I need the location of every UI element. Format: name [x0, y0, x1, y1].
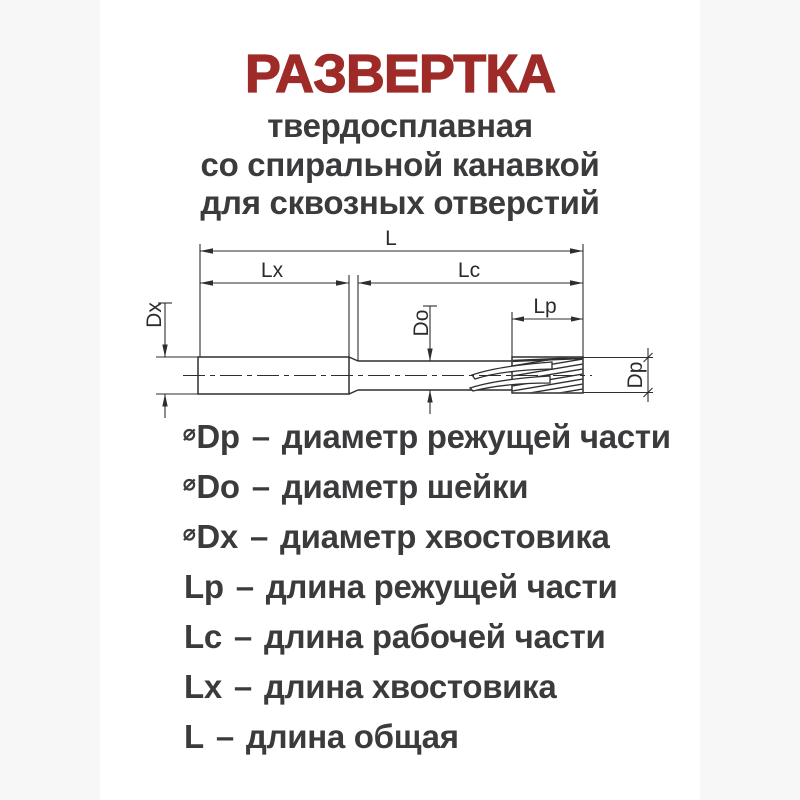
page-title: РАЗВЕРТКА — [244, 44, 556, 104]
legend-description: длина хвостовика — [263, 668, 557, 705]
dimension-L — [200, 230, 583, 357]
reamer-body — [183, 354, 592, 406]
subtitle-line-3: для сквозных отверстий — [200, 184, 600, 221]
legend-description: диаметр режущей части — [281, 418, 671, 455]
legend-description: длина общая — [245, 718, 459, 755]
legend-item-L — [183, 712, 671, 762]
legend-symbol-text: Lx — [184, 668, 222, 705]
legend-description: диаметр шейки — [281, 468, 529, 505]
dimension-Lx — [200, 259, 349, 357]
legend — [183, 412, 671, 762]
legend-symbol-text: Dx — [196, 518, 238, 555]
dim-label-Lc: Lc — [457, 259, 481, 282]
dimension-Do — [410, 306, 437, 414]
dimension-Lp — [512, 295, 583, 357]
legend-symbol — [183, 518, 238, 556]
legend-separator: – — [251, 468, 270, 505]
dim-label-Lx: Lx — [260, 259, 284, 282]
dim-label-Lp: Lp — [533, 295, 557, 318]
dim-label-Dp: Dp — [624, 361, 647, 389]
legend-symbol-text: L — [184, 718, 204, 755]
content-panel — [100, 0, 700, 800]
legend-symbol-text: Dp — [196, 418, 240, 455]
legend-separator: – — [233, 618, 252, 655]
diameter-sign: ⌀ — [183, 472, 196, 495]
dim-label-L: L — [385, 230, 397, 250]
legend-item-Lx — [183, 662, 671, 712]
legend-separator: – — [249, 518, 268, 555]
legend-symbol — [183, 618, 222, 656]
diameter-sign: ⌀ — [183, 522, 196, 545]
legend-separator: – — [251, 418, 270, 455]
legend-symbol — [183, 468, 240, 506]
legend-symbol-text: Lc — [184, 618, 222, 655]
legend-item-Lc — [183, 612, 671, 662]
legend-description: диаметр хвостовика — [280, 518, 610, 555]
diameter-sign: ⌀ — [183, 422, 196, 445]
dimension-Dx — [143, 302, 198, 418]
subtitle — [100, 107, 700, 223]
legend-symbol — [183, 668, 222, 706]
dimension-Dp — [583, 348, 653, 402]
legend-separator: – — [235, 568, 254, 605]
reamer-technical-drawing — [100, 230, 700, 430]
legend-symbol-text: Do — [196, 468, 240, 505]
legend-item-Lp — [183, 562, 671, 612]
legend-item-Do — [183, 462, 671, 512]
subtitle-line-1: твердосплавная — [267, 107, 533, 144]
dim-label-Do: Do — [410, 309, 433, 337]
dim-label-Dx: Dx — [143, 302, 166, 328]
legend-item-Dp — [183, 412, 671, 462]
legend-description: длина рабочей части — [263, 618, 606, 655]
legend-symbol — [183, 568, 224, 606]
legend-symbol — [183, 718, 204, 756]
legend-separator: – — [233, 668, 252, 705]
legend-symbol — [183, 418, 240, 456]
legend-description: длина режущей части — [265, 568, 618, 605]
subtitle-line-2: со спиральной канавкой — [200, 145, 600, 183]
legend-separator: – — [215, 718, 234, 755]
legend-item-Dx — [183, 512, 671, 562]
legend-symbol-text: Lp — [184, 568, 224, 605]
